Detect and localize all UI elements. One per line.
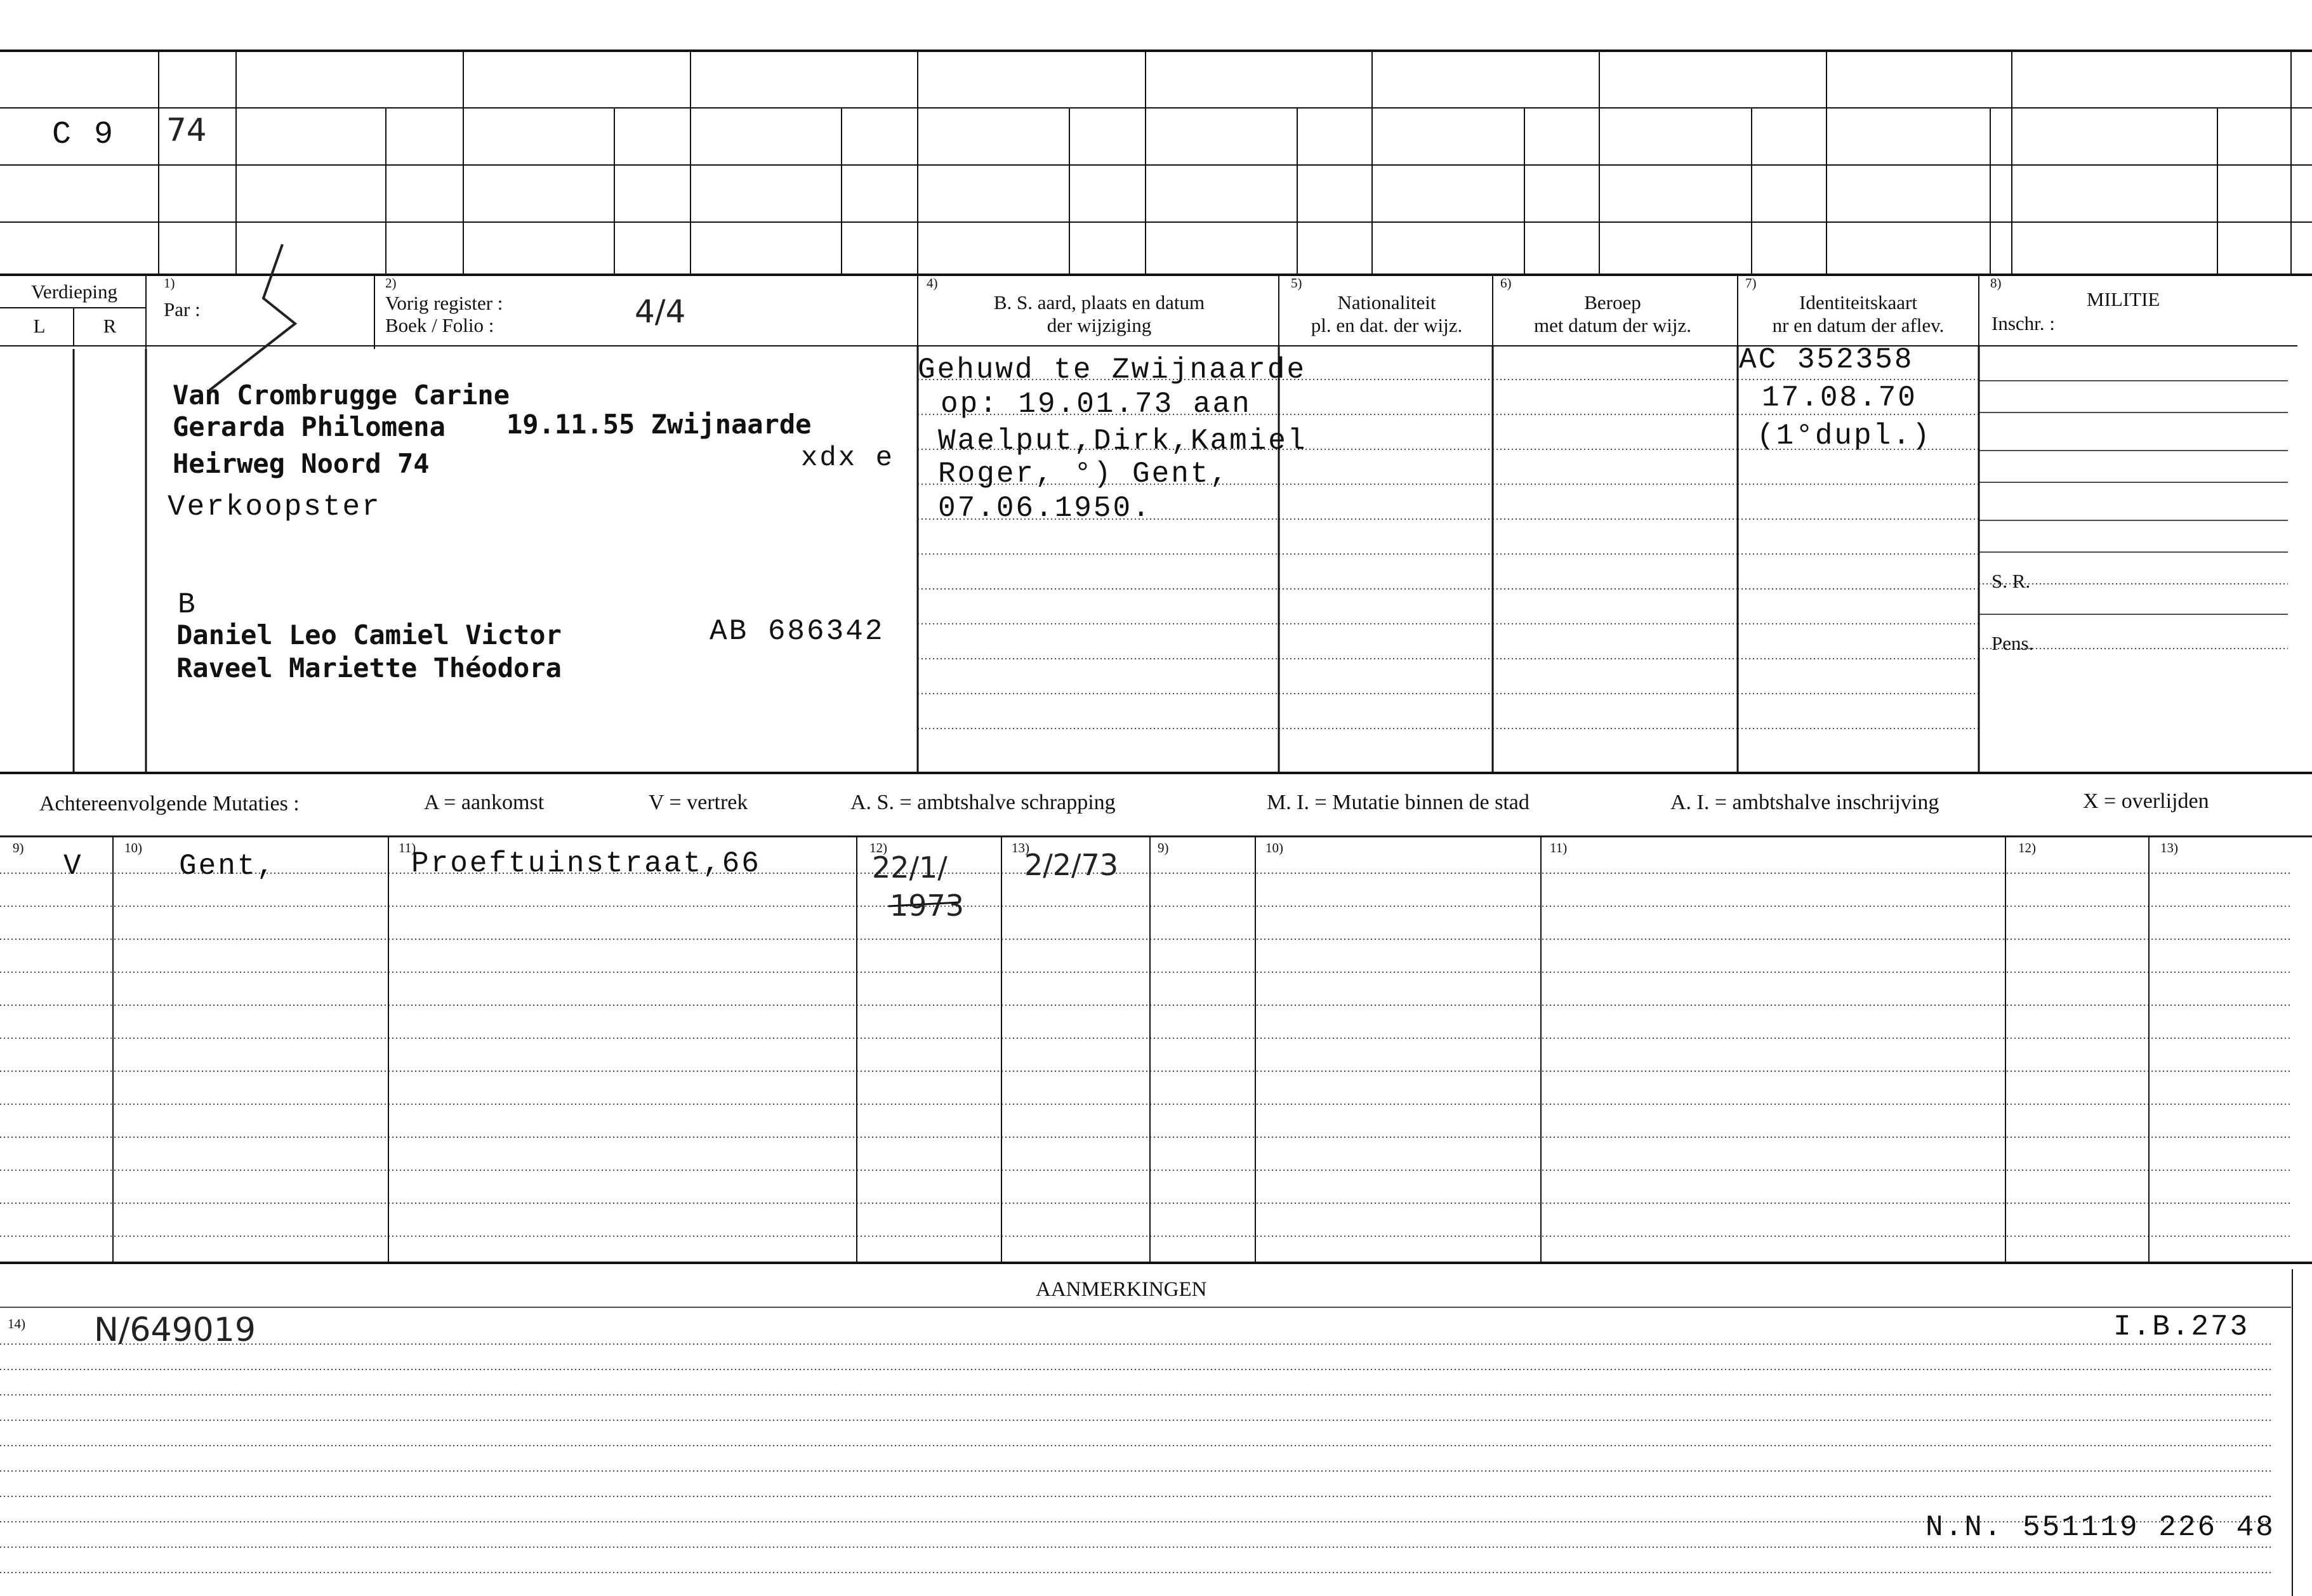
person-id-ref: AB 686342 [710, 615, 885, 648]
mutation-col-number: 13) [2160, 840, 2178, 855]
col8-number: 8) [1990, 275, 2002, 291]
person-occupation: Verkoopster [168, 491, 381, 524]
handwritten-stroke [209, 244, 295, 390]
remarks-nn: N.N. 551119 226 48 [1926, 1511, 2275, 1544]
col5-title-line2: pl. en dat. der wijz. [1311, 314, 1463, 336]
col7-number: 7) [1745, 275, 1757, 291]
col6-title-line1: Beroep [1584, 291, 1641, 313]
remarks-ref: N/649019 [94, 1311, 256, 1349]
civil-status-line: Roger, °) Gent, [938, 458, 1230, 491]
sr-label: S. R. [1992, 570, 2031, 592]
person-marker: xdx e [801, 442, 895, 474]
mutation-date2: 2/2/73 [1024, 848, 1119, 882]
register-code: C 9 [52, 117, 116, 153]
col2-number: 2) [385, 275, 397, 291]
col6-number: 6) [1500, 275, 1512, 291]
mutation-col-number: 9) [13, 840, 24, 855]
l-label: L [33, 315, 46, 337]
col6-title-line2: met datum der wijz. [1534, 314, 1691, 336]
person-given-names: Gerarda Philomena [173, 411, 446, 442]
mutation-date-line2: 1973 [890, 888, 965, 923]
legend-mutatie-binnen-stad: M. I. = Mutatie binnen de stad [1267, 791, 1529, 814]
boek-folio-value: 4/4 [635, 293, 686, 330]
id-card-number: AC 352358 [1739, 343, 1914, 376]
mutation-col-number: 10) [124, 840, 142, 855]
verdieping-label: Verdieping [30, 280, 118, 303]
mutation-date-line1: 22/1/ [872, 850, 948, 885]
col4-title-line2: der wijziging [1047, 314, 1152, 336]
civil-status-line: op: 19.01.73 aan [941, 388, 1252, 421]
col4-number: 4) [927, 275, 938, 291]
id-card-note: (1°dupl.) [1757, 419, 1932, 452]
civil-status-line: Waelput,Dirk,Kamiel [938, 425, 1307, 458]
mutation-col-number: 11) [1550, 840, 1568, 855]
mutation-col-number: 10) [1265, 840, 1283, 855]
legend-vertrek: V = vertrek [649, 791, 748, 814]
mutation-col-number: 9) [1158, 840, 1169, 855]
mutation-type: V [63, 850, 83, 883]
mutation-col-number: 12) [869, 840, 887, 855]
person-father: Daniel Leo Camiel Victor [176, 619, 562, 650]
par-label: Par : [164, 298, 201, 320]
remarks-title: AANMERKINGEN [1036, 1278, 1207, 1301]
person-birth: 19.11.55 Zwijnaarde [506, 409, 812, 440]
person-address: Heirweg Noord 74 [173, 448, 430, 479]
col5-number: 5) [1291, 275, 1302, 291]
col7-title-line1: Identiteitskaart [1799, 291, 1917, 313]
mutation-city: Gent, [179, 850, 277, 883]
col1-number: 1) [164, 275, 175, 291]
mutation-col-number: 11) [399, 840, 416, 855]
vorig-register-label: Vorig register : [385, 292, 503, 314]
mutation-col-number: 13) [1012, 840, 1029, 855]
inschr-label: Inschr. : [1992, 312, 2055, 334]
remarks-number: 14) [8, 1316, 25, 1331]
person-b: B [178, 588, 197, 621]
boek-folio-label: Boek / Folio : [385, 314, 494, 336]
person-name: Van Crombrugge Carine [173, 379, 510, 411]
legend-aankomst: A = aankomst [424, 791, 545, 814]
legend-ambtshalve-schrapping: A. S. = ambtshalve schrapping [850, 791, 1116, 814]
r-label: R [103, 315, 117, 337]
mutations-title: Achtereenvolgende Mutaties : [39, 792, 300, 815]
legend-overlijden: X = overlijden [2083, 789, 2209, 813]
civil-status-line: 07.06.1950. [938, 492, 1152, 525]
person-mother: Raveel Mariette Théodora [176, 652, 562, 683]
mutation-col-number: 12) [2018, 840, 2036, 855]
col5-title-line1: Nationaliteit [1337, 291, 1436, 313]
mutation-street: Proeftuinstraat,66 [411, 847, 761, 880]
col7-title-line2: nr en datum der aflev. [1772, 314, 1945, 336]
remarks-ib: I.B.273 [2113, 1310, 2250, 1343]
col4-title-line1: B. S. aard, plaats en datum [993, 291, 1205, 313]
legend-ambtshalve-inschrijving: A. I. = ambtshalve inschrijving [1670, 791, 1939, 814]
id-card-date: 17.08.70 [1762, 381, 1917, 414]
civil-status-line: Gehuwd te Zwijnaarde [918, 353, 1307, 386]
militie-title: MILITIE [2087, 288, 2160, 310]
register-number: 74 [166, 112, 207, 148]
pens-label: Pens. [1992, 632, 2034, 654]
